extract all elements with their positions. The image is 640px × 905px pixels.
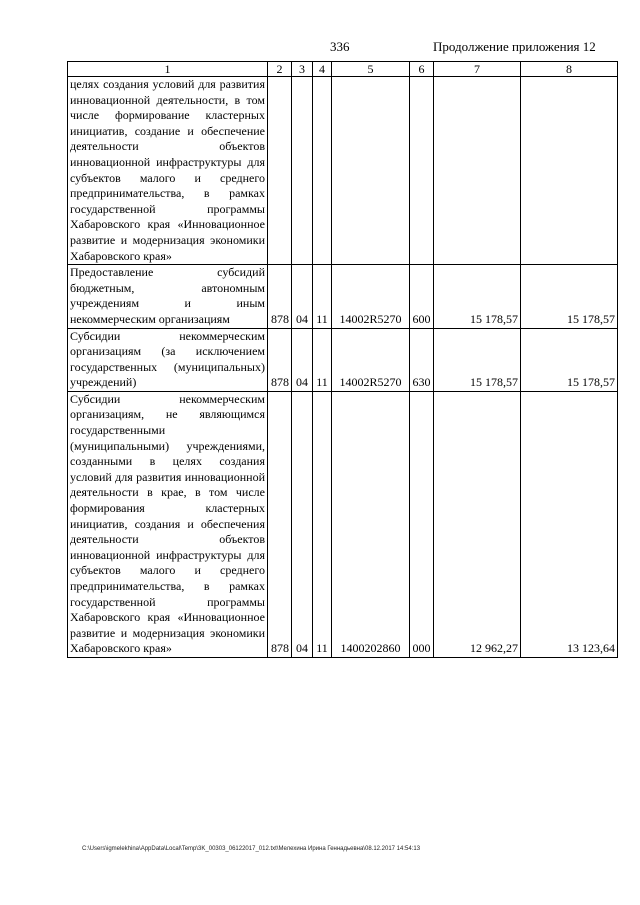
expense-type-code: 000 xyxy=(410,391,434,657)
amount-col-7: 12 962,27 xyxy=(434,391,521,657)
col-header-4: 4 xyxy=(313,62,332,77)
row-description: Субсидии некоммерческим организациям (за исключением государственных (муниципальных) учреждений) xyxy=(68,328,268,391)
section-code: 04 xyxy=(292,391,313,657)
table-row xyxy=(68,391,618,657)
subsection-code: 11 xyxy=(313,265,332,328)
subsection-code xyxy=(313,77,332,265)
target-article-code: 14002R5270 xyxy=(332,328,410,391)
table-row xyxy=(68,328,618,391)
ministry-code xyxy=(268,77,292,265)
section-code xyxy=(292,77,313,265)
page-number: 336 xyxy=(330,39,350,54)
subsection-code: 11 xyxy=(313,328,332,391)
amount-col-7: 15 178,57 xyxy=(434,265,521,328)
appendix-continuation-label: Продолжение приложения 12 xyxy=(433,39,596,54)
expense-type-code: 600 xyxy=(410,265,434,328)
target-article-code xyxy=(332,77,410,265)
target-article-code: 14002R5270 xyxy=(332,265,410,328)
col-header-2: 2 xyxy=(268,62,292,77)
section-code: 04 xyxy=(292,265,313,328)
target-article-code: 1400202860 xyxy=(332,391,410,657)
col-header-6: 6 xyxy=(410,62,434,77)
ministry-code: 878 xyxy=(268,328,292,391)
row-description: Предоставление субсидий бюджетным, автономным учреждениям и иным некоммерческим организациям xyxy=(68,265,268,328)
ministry-code: 878 xyxy=(268,391,292,657)
expense-type-code: 630 xyxy=(410,328,434,391)
amount-col-7 xyxy=(434,77,521,265)
col-header-5: 5 xyxy=(332,62,410,77)
file-path-footer: C:\Users\igmelekhina\AppData\Local\Temp\3K_00303_06122017_012.txt\Мелехина Ирина Геннадьевна\08.12.2017 14:54:13 xyxy=(82,846,421,852)
table-row xyxy=(68,77,618,265)
amount-col-8: 13 123,64 xyxy=(521,391,618,657)
col-header-3: 3 xyxy=(292,62,313,77)
table-row xyxy=(68,265,618,328)
amount-col-8 xyxy=(521,77,618,265)
row-description: целях создания условий для развития инновационной деятельности, в том числе формирование кластерных инициатив, создание и обеспечение деятельности объектов инновационной инфраструктуры для субъектов малого и среднего предпринимательства, в рамках государственной программы Хабаровского края «Инновационное развитие и модернизация экономики Хабаровского края» xyxy=(68,77,268,265)
col-header-7: 7 xyxy=(434,62,521,77)
amount-col-8: 15 178,57 xyxy=(521,328,618,391)
column-number-row xyxy=(68,62,618,77)
amount-col-8: 15 178,57 xyxy=(521,265,618,328)
section-code: 04 xyxy=(292,328,313,391)
col-header-1: 1 xyxy=(68,62,268,77)
budget-table xyxy=(67,61,618,658)
col-header-8: 8 xyxy=(521,62,618,77)
amount-col-7: 15 178,57 xyxy=(434,328,521,391)
subsection-code: 11 xyxy=(313,391,332,657)
ministry-code: 878 xyxy=(268,265,292,328)
row-description: Субсидии некоммерческим организациям, не являющимся государственными (муниципальными) учреждениями, созданными в целях создания условий для развития инновационной деятельности в крае, в том числе формирования кластерных инициатив, создания и обеспечения деятельности объектов инновационной инфраструктуры для субъектов малого и среднего предпринимательства, в рамках государственной программы Хабаровского края «Инновационное развитие и модернизация экономики Хабаровского края» xyxy=(68,391,268,657)
expense-type-code xyxy=(410,77,434,265)
